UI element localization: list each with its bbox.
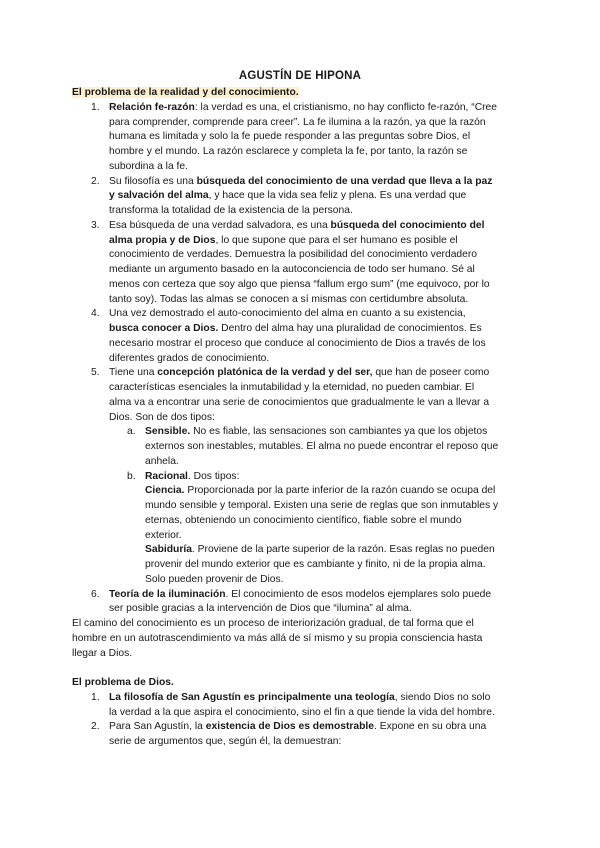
list-item-1-line <box>109 160 188 173</box>
text: provenir del mundo exterior que es cambiante y finito, ni de la propia alma. <box>145 559 486 570</box>
bold-text: existencia de Dios es demostrable <box>205 721 375 733</box>
god-list-item-2-line <box>109 720 486 733</box>
conclusion-line <box>72 632 482 645</box>
text: necesario mostrar el proceso que conduce al conocimiento de Dios a través de los <box>109 337 486 349</box>
section-heading-2 <box>72 676 174 689</box>
list-item-6-line <box>109 588 491 601</box>
list-item-2-line <box>109 175 492 188</box>
list-item-3-number: 3. <box>91 219 100 231</box>
list-item-4-line <box>109 307 466 320</box>
text: exterior. <box>145 529 182 541</box>
list-item-3-line <box>109 278 490 291</box>
list-item-4-line <box>109 352 269 365</box>
list-item-5-line <box>109 396 489 409</box>
list-item-5-number: 5. <box>91 367 100 379</box>
text: transforma la totalidad de la existencia de la persona. <box>109 205 353 216</box>
god-list-item-1-line <box>109 706 495 719</box>
text: . El conocimiento de esos modelos ejemplares solo puede <box>225 588 492 600</box>
list-item-6-number: 6. <box>91 588 100 600</box>
text: , y hace que la vida sea feliz y plena. Es una verdad que <box>208 190 467 202</box>
list-item-3-line <box>109 263 475 276</box>
list-item-1-line <box>109 101 497 114</box>
list-item-2-number: 2. <box>91 175 100 187</box>
text: para comprender, comprende para creer”. La fe ilumina a la razón, ya que la razón <box>109 116 486 128</box>
list-item-4-line <box>109 337 486 350</box>
bold-text: Teoría de la iluminación <box>109 588 226 600</box>
sub-item-2-line <box>145 558 486 571</box>
text: llegar a Dios. <box>72 647 133 659</box>
bold-text: búsqueda del conocimiento de una verdad que lleva a la paz <box>196 175 493 187</box>
text: Dentro del alma hay una pluralidad de conocimientos. Es <box>218 323 482 334</box>
text: No es fiable, las sensaciones son cambiantes ya que los objetos <box>190 426 488 438</box>
text: subordina a la fe. <box>109 160 188 172</box>
section-heading-2-text: El problema de Dios. <box>72 677 174 688</box>
text: tanto soy). Todas las almas se conocen a sí mismas con certidumbre absoluta. <box>109 293 469 305</box>
conclusion-line <box>72 647 132 660</box>
text: El camino del conocimiento es un proceso de interiorización gradual, de tal forma que el <box>72 618 474 629</box>
god-list-item-2-number: 2. <box>91 721 100 733</box>
text: diferentes grados de conocimiento. <box>109 352 270 364</box>
text: humana es limitada y solo la fe puede responder a las preguntas sobre Dios, el <box>109 131 471 143</box>
text: alma va a encontrar una serie de conocimientos que gradualmente le van a llevar a <box>109 396 490 408</box>
document-title: AGUSTÍN DE HIPONA <box>238 70 362 82</box>
text: Solo pueden provenir de Dios. <box>145 573 284 585</box>
list-item-4-number: 4. <box>91 308 100 320</box>
text: Tiene una <box>109 367 158 379</box>
text: conocimiento de verdades. Demuestra la posibilidad del conocimiento verdadero <box>109 249 478 261</box>
text: serie de argumentos que, según él, la demuestran: <box>109 736 342 747</box>
sub-item-2-line <box>145 470 239 483</box>
list-item-1-line <box>109 130 470 143</box>
sub-item-1-number: a. <box>127 426 136 438</box>
text: . Proviene de la parte superior de la razón. Esas reglas no pueden <box>191 544 495 556</box>
god-list-item-1-number: 1. <box>91 691 100 703</box>
sub-item-2-line <box>145 573 284 586</box>
bold-text: Racional <box>145 470 188 482</box>
bold-text: busca conocer a Dios. <box>109 323 219 334</box>
sub-item-2-line <box>145 543 495 556</box>
text: : la verdad es una, el cristianismo, no hay conflicto fe-razón, “Cree <box>194 101 498 113</box>
text: menos con certeza que soy algo que piensa “fallum ergo sum” (me equivoco, por lo <box>109 278 490 290</box>
sub-item-1-line <box>145 455 179 468</box>
text: Para San Agustín, la <box>109 721 206 733</box>
bold-text: y salvación del alma <box>109 190 209 202</box>
list-item-1-line <box>109 116 486 129</box>
text: Esa búsqueda de una verdad salvadora, es una <box>109 219 331 231</box>
sub-item-1-line <box>145 440 498 453</box>
bold-text: búsqueda del conocimiento del <box>330 219 485 231</box>
text: Proporcionada por la parte inferior de la razón cuando se ocupa del <box>184 485 496 497</box>
god-list-item-1-line <box>109 691 490 704</box>
sub-item-2-line <box>145 529 182 542</box>
sub-item-2-line <box>145 514 462 527</box>
text: . Dos tipos: <box>187 470 240 482</box>
text: eternas, obteniendo un conocimiento científico, fiable sobre el mundo <box>145 514 462 526</box>
text: Su filosofía es una <box>109 175 197 187</box>
list-item-2-line <box>109 204 353 217</box>
text: hombre y el mundo. La razón esclarece y completa la fe, por tanto, la razón se <box>109 146 468 157</box>
list-item-1-line <box>109 145 467 158</box>
list-item-3-line <box>109 293 468 306</box>
text: la verdad a la que aspira el conocimiento, sino el fin a que tiende la vida del hombre. <box>109 706 495 718</box>
text: ser posible gracias a la intervención de Dios que “ilumina” al alma. <box>109 603 412 615</box>
text: hombre en un autotrascendimiento va más allá de sí mismo y su propia consciencia hasta <box>72 632 483 644</box>
bold-text: La filosofía de San Agustín es principalmente una teología <box>109 691 395 703</box>
text: Una vez demostrado el auto-conocimiento del alma en cuanto a su existencia, <box>109 308 466 320</box>
list-item-1-number: 1. <box>91 101 100 113</box>
sub-item-2-line <box>145 484 495 497</box>
section-heading <box>72 86 299 99</box>
text: que han de poseer como <box>372 367 490 379</box>
text: anhela. <box>145 455 179 467</box>
sub-item-2-line <box>145 499 498 512</box>
list-item-3-line <box>109 219 484 232</box>
god-list-item-2-line <box>109 735 341 748</box>
list-item-3-line <box>109 234 458 247</box>
text: , lo que supone que para el ser humano es posible el <box>215 234 458 246</box>
bold-text: Ciencia. <box>145 485 185 497</box>
list-item-5-line <box>109 411 215 424</box>
text: . Expone en su obra una <box>374 721 487 733</box>
conclusion-line <box>72 617 474 630</box>
text: características esenciales la inmutabilidad y la eternidad, no pueden cambiar. El <box>109 382 475 393</box>
sub-item-1-line <box>145 425 487 438</box>
text: mundo sensible y temporal. Existen una serie de reglas que son inmutables y <box>145 500 499 511</box>
bold-text: Sabiduría <box>145 544 192 556</box>
bold-text: Sensible. <box>145 426 191 438</box>
list-item-5-line <box>109 381 474 394</box>
section-heading-text: El problema de la realidad y del conocimiento. <box>72 87 299 98</box>
list-item-4-line <box>109 322 482 335</box>
text: externos son inestables, mutables. El alma no puede encontrar el reposo que <box>145 441 499 452</box>
list-item-2-line <box>109 189 466 202</box>
list-item-6-line <box>109 602 412 615</box>
list-item-5-line <box>109 366 489 379</box>
list-item-3-line <box>109 248 477 261</box>
sub-item-2-number: b. <box>127 470 136 482</box>
text: mediante un argumento basado en la autoconciencia de todo ser humano. Sé al <box>109 264 475 275</box>
bold-text: concepción platónica de la verdad y del ser, <box>157 367 373 379</box>
text: , siendo Dios no solo <box>394 691 491 703</box>
bold-text: alma propia y de Dios <box>109 234 216 246</box>
bold-text: Relación fe-razón <box>109 101 195 113</box>
text: Dios. Son de dos tipos: <box>109 411 215 423</box>
